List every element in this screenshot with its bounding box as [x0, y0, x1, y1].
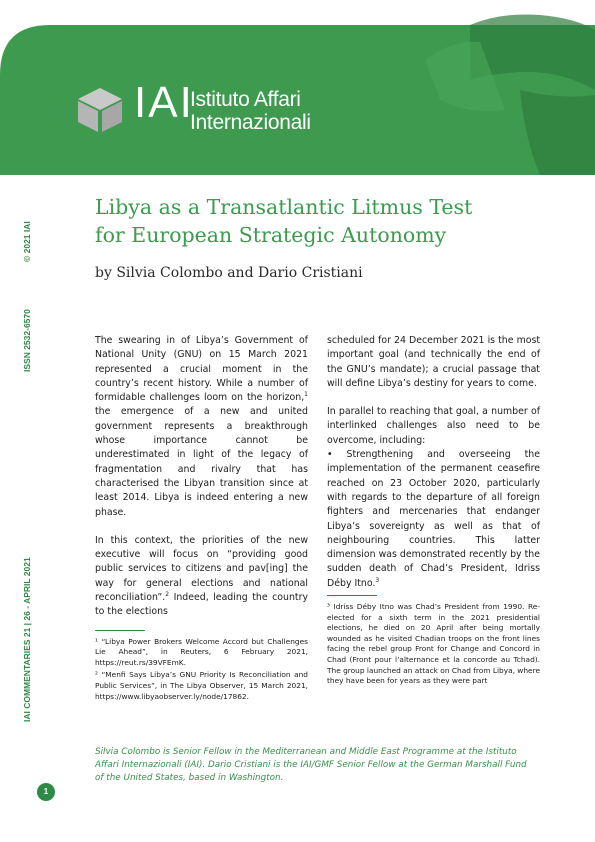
- footnote-ref-3[interactable]: 3: [375, 576, 380, 584]
- page-title: [95, 193, 555, 249]
- paragraph-1: The swearing in of Libya’s Government of National Unity (GNU) on 15 March 2021 represented a crucial moment in the country’s recent history. While a number of formidable challenges loom on the horizon,$^1$ the emergence of a new and united government represents a breakthrough whose importance cannot be underestimated in light of the legacy of fragmentation and rivalry that has characterised the Libyan transition since at least 2014. Libya is indeed entering a new phase.: [95, 335, 308, 518]
- footnote-divider-right: [327, 595, 377, 596]
- footnote-divider: [95, 630, 145, 631]
- footnote-3: ³ Idriss Déby Itno was Chad’s President from 1990. Re-elected for a sixth term in the 2021 presidential elections, he died on 20 April after being mortally wounded as he visited Chadian troops on the front lines facing the rebel group Front for Change and Concord in Chad (Front pour l’alternance et la concorde au Tchad). The group launched an attack on Chad from Libya, where they have been for years as they were part: [327, 602, 540, 686]
- footnote-ref-1[interactable]: 1: [304, 391, 308, 399]
- logo-iai-mark: IAI: [134, 78, 194, 127]
- header-band: [0, 0, 595, 175]
- logo-line-2: Internazionali: [190, 111, 311, 134]
- title-line-2: for European Strategic Autonomy: [95, 223, 447, 247]
- footnote-ref-2[interactable]: 2: [165, 590, 170, 598]
- page-number: 1: [37, 783, 55, 801]
- paragraph-3: scheduled for 24 December 2021 is the most important goal (and technically the end of the GNU’s mandate); a crucial passage that will define Libya’s destiny for years to come.: [327, 335, 540, 389]
- logo-line-1: Istituto Affari: [190, 88, 301, 111]
- footnote-1: ¹ “Libya Power Brokers Welcome Accord but Challenges Lie Ahead”, in Reuters, 6 February 2021, https://reut.rs/39VFEmK.: [95, 636, 308, 667]
- paragraph-4: In parallel to reaching that goal, a number of interlinked challenges also need to be overcome, including:: [327, 406, 540, 446]
- title-line-1: Libya as a Transatlantic Litmus Test: [95, 195, 473, 219]
- right-column: [327, 334, 540, 689]
- footnote-2: ² “Menfi Says Libya’s GNU Priority Is Reconciliation and Public Services”, in The Libya Observer, 15 March 2021, https://www.libyaobserver.ly/node/17862.: [95, 670, 308, 701]
- logo-wordmark: [190, 88, 311, 134]
- author-note: Silvia Colombo is Senior Fellow in the Mediterranean and Middle East Programme at the Istituto Affari Internazionali (IAI). Dario Cristiani is the IAI/GMF Senior Fellow at the German Marshall Fund of the United States, based in Washington.: [95, 747, 527, 783]
- byline: by Silvia Colombo and Dario Cristiani: [95, 265, 363, 281]
- paragraph-2: In this context, the priorities of the new executive will focus on “providing good public services to citizens and pav[ing] the way for general elections and national reconciliation”.$^2$ Indeed, leading the country to the elections: [95, 534, 308, 618]
- bullet-1: • Strengthening and overseeing the implementation of the permanent ceasefire reached on 23 October 2020, particularly with regards to the departure of all foreign fighters and mercenaries that endanger Libya’s sovereignty as well as that of neighbouring countries. This latter dimension was demonstrated recently by the sudden death of Chad’s President, Idriss Déby Itno.$^3$: [327, 449, 540, 589]
- left-column: [95, 334, 308, 704]
